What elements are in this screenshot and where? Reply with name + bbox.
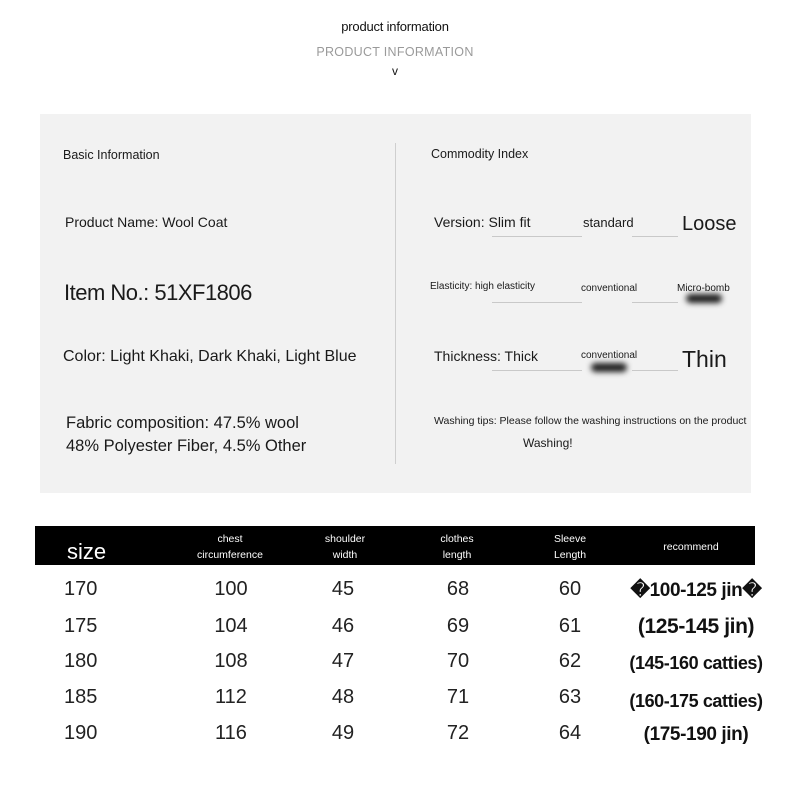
cell-chest: 104 [214, 615, 248, 637]
thickness-marker [591, 363, 627, 372]
cell-chest: 112 [215, 686, 247, 708]
version-end: Loose [682, 213, 737, 235]
cell-length: 68 [446, 578, 470, 600]
header-shoulder: shoulder width [324, 533, 366, 561]
cell-chest: 100 [214, 578, 248, 600]
header-size: size [67, 539, 107, 564]
version-scale-line [632, 236, 678, 237]
panel-divider [395, 143, 396, 464]
cell-size: 185 [64, 686, 98, 708]
page-subtitle: PRODUCT INFORMATION [316, 45, 474, 59]
cell-shoulder: 47 [331, 650, 355, 672]
cell-shoulder: 46 [331, 615, 355, 637]
version-scale-line [492, 236, 582, 237]
cell-length: 70 [446, 650, 470, 672]
page-title: product information [341, 19, 449, 34]
cell-chest: 108 [214, 650, 248, 672]
cell-recommend: (145-160 catties) [629, 653, 763, 673]
item-number: Item No.: 51XF1806 [64, 280, 252, 305]
cell-shoulder: 48 [331, 686, 355, 708]
cell-length: 71 [446, 686, 470, 708]
thickness-scale-line [492, 370, 582, 371]
version-mid: standard [583, 215, 634, 230]
version-label: Version: Slim fit [434, 214, 531, 230]
fabric-composition-line2: 48% Polyester Fiber, 4.5% Other [66, 437, 307, 455]
basic-info-heading: Basic Information [63, 148, 160, 162]
thickness-scale-line [632, 370, 678, 371]
elasticity-scale-line [492, 302, 582, 303]
washing-tips-line2: Washing! [523, 436, 573, 450]
cell-recommend: (125-145 jin) [637, 615, 755, 638]
elasticity-label: Elasticity: high elasticity [430, 281, 536, 292]
thickness-mid: conventional [581, 350, 638, 361]
header-chest: chest circumference [197, 533, 263, 561]
commodity-index-heading: Commodity Index [431, 147, 529, 161]
fabric-composition-line1: Fabric composition: 47.5% wool [66, 414, 299, 432]
cell-recommend: (160-175 catties) [629, 691, 763, 711]
size-table-header [35, 526, 755, 565]
cell-size: 170 [64, 578, 98, 600]
cell-recommend: �100-125 jin� [630, 580, 762, 601]
header-length: clothes length [440, 533, 474, 561]
cell-sleeve: 60 [558, 578, 582, 600]
cell-shoulder: 49 [331, 722, 355, 744]
cell-sleeve: 61 [558, 615, 582, 637]
elasticity-end: Micro-bomb [677, 283, 730, 294]
thickness-label: Thickness: Thick [434, 348, 538, 364]
cell-sleeve: 64 [558, 722, 582, 744]
thickness-end: Thin [682, 346, 727, 372]
color-options: Color: Light Khaki, Dark Khaki, Light Blue [63, 348, 357, 365]
cell-size: 180 [64, 650, 98, 672]
elasticity-scale-line [632, 302, 678, 303]
cell-size: 175 [64, 615, 98, 637]
washing-tips-line1: Washing tips: Please follow the washing instructions on the product [434, 415, 747, 427]
cell-chest: 116 [215, 722, 247, 744]
cell-length: 69 [446, 615, 470, 637]
cell-sleeve: 62 [558, 650, 582, 672]
elasticity-mid: conventional [581, 283, 638, 294]
cell-size: 190 [64, 722, 98, 744]
product-name: Product Name: Wool Coat [65, 214, 228, 230]
header-recommend: recommend [663, 541, 719, 553]
chevron-down-icon: v [392, 64, 398, 78]
cell-length: 72 [446, 722, 470, 744]
cell-shoulder: 45 [331, 578, 355, 600]
elasticity-marker [686, 294, 722, 303]
header-sleeve: Sleeve Length [553, 533, 587, 561]
cell-sleeve: 63 [558, 686, 582, 708]
cell-recommend: (175-190 jin) [643, 724, 749, 745]
